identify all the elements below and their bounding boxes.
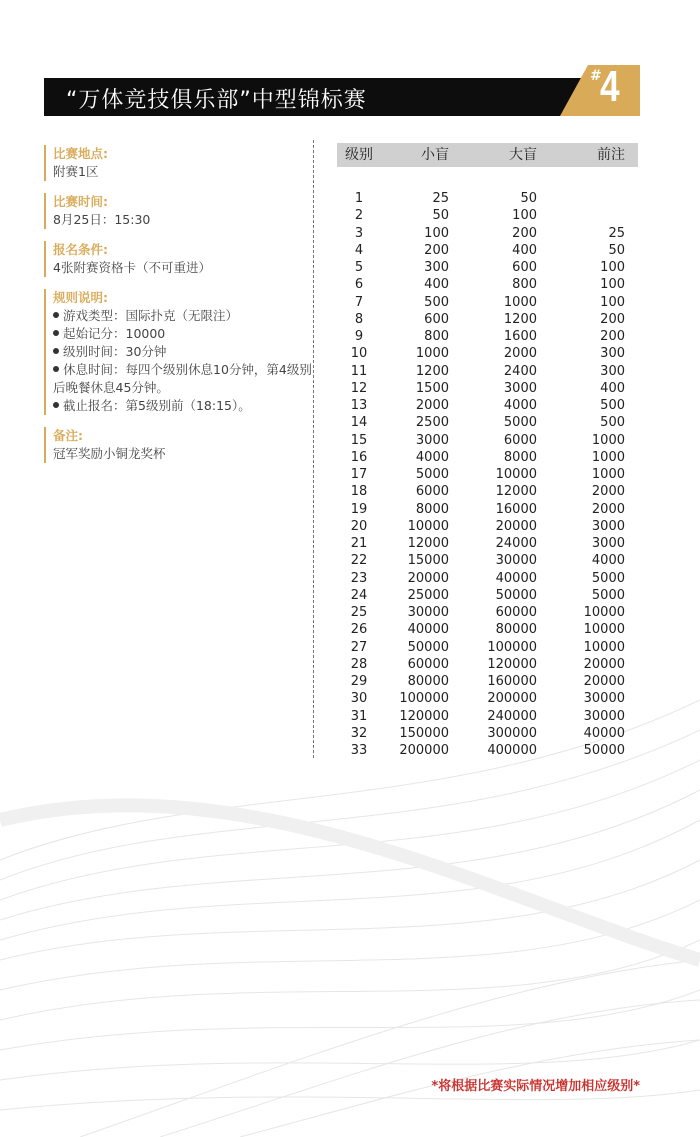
table-row [337,363,638,380]
table-row [337,570,638,587]
note-value: 冠军奖励小铜龙奖杯 [53,446,166,461]
cell-small-blind: 20000 [407,570,449,586]
rule-item: 休息时间：每四个级别休息10分钟，第4级别后晚餐休息45分钟。 [53,362,312,395]
cell-small-blind: 1200 [415,363,449,379]
table-row [337,656,638,673]
cell-big-blind: 16000 [495,501,537,517]
cell-small-blind: 10000 [407,518,449,534]
cell-ante: 4000 [591,553,625,569]
cell-level: 10 [350,346,368,362]
footnote: *将根据比赛实际情况增加相应级别* [431,1079,640,1094]
table-row [337,276,638,293]
cell-ante: 10000 [583,605,625,620]
cell-level: 29 [350,674,368,689]
table-row [337,449,638,466]
cell-ante: 10000 [583,622,625,638]
cell-big-blind: 3000 [503,380,537,396]
rules-section [44,289,312,415]
cell-big-blind: 1000 [503,294,537,310]
cell-small-blind: 12000 [407,536,449,551]
table-body [337,190,638,759]
cell-level: 32 [350,725,368,741]
note-section [44,427,312,463]
cell-level: 9 [354,329,364,344]
cell-ante: 5000 [591,587,625,603]
cell-small-blind: 50 [432,208,449,224]
cell-big-blind: 40000 [495,570,537,586]
cell-big-blind: 10000 [495,467,537,482]
cell-small-blind: 100000 [399,691,449,707]
cell-ante: 5000 [591,570,625,586]
cell-ante: 500 [600,415,625,431]
table-row [337,414,638,431]
cell-small-blind: 6000 [415,484,449,500]
cell-level: 11 [350,363,368,379]
badge-number: 4 [600,62,620,111]
time-value: 8月25日：15:30 [53,212,151,227]
note-label: 备注: [53,428,83,443]
column-divider [313,140,314,758]
cell-big-blind: 200000 [487,691,537,707]
table-row [337,397,638,414]
cell-ante: 200 [600,329,625,344]
table-row [337,501,638,518]
cell-small-blind: 25000 [407,587,449,603]
cell-big-blind: 300000 [487,725,537,741]
cell-small-blind: 2500 [415,415,449,431]
cell-level: 16 [350,449,368,465]
cell-ante: 1000 [591,467,625,482]
cell-level: 19 [350,501,368,517]
cell-level: 22 [350,553,368,569]
cell-level: 20 [350,518,368,534]
badge-hash: # [590,68,602,84]
cell-ante: 3000 [591,518,625,534]
cell-ante: 3000 [591,536,625,551]
cell-ante: 20000 [583,674,625,689]
cell-level: 12 [350,380,368,396]
bullet-icon [53,312,59,318]
table-row [337,432,638,449]
cell-small-blind: 200 [424,242,449,258]
cell-big-blind: 12000 [495,484,537,500]
cell-small-blind: 800 [424,329,449,344]
cell-small-blind: 200000 [399,743,449,758]
tournament-info [44,145,312,475]
cell-big-blind: 400000 [487,743,537,758]
cell-ante: 50 [608,242,625,258]
entry-value: 4张附赛资格卡（不可重进） [53,260,211,275]
rules-label: 规则说明: [53,290,108,305]
table-row [337,259,638,276]
cell-big-blind: 4000 [503,398,537,413]
cell-level: 7 [354,294,364,310]
cell-small-blind: 1000 [415,346,449,362]
page-title: “万体竞技俱乐部”中型锦标赛 [66,88,367,113]
entry-section [44,241,312,277]
table-row [337,518,638,535]
table-row [337,311,638,328]
cell-level: 31 [350,708,368,724]
table-row [337,725,638,742]
time-label: 比赛时间: [53,194,108,209]
table-row [337,328,638,345]
table-row [337,639,638,656]
cell-level: 3 [354,225,364,241]
cell-level: 2 [354,208,364,224]
cell-small-blind: 2000 [415,398,449,413]
cell-small-blind: 4000 [415,449,449,465]
cell-small-blind: 15000 [407,553,449,569]
table-row [337,225,638,242]
table-row [337,690,638,707]
table-row [337,380,638,397]
cell-ante: 500 [600,398,625,413]
cell-level: 15 [350,432,368,448]
cell-small-blind: 80000 [407,674,449,689]
cell-level: 14 [350,415,368,431]
table-header [337,143,638,167]
table-row [337,207,638,224]
cell-ante: 200 [600,311,625,327]
cell-small-blind: 30000 [407,605,449,620]
cell-big-blind: 1600 [503,329,537,344]
cell-ante: 20000 [583,656,625,672]
cell-big-blind: 20000 [495,518,537,534]
bullet-icon [53,348,59,354]
cell-level: 27 [350,639,368,655]
bullet-icon [53,366,59,372]
cell-ante: 300 [600,363,625,379]
cell-big-blind: 80000 [495,622,537,638]
cell-small-blind: 8000 [415,501,449,517]
cell-big-blind: 160000 [487,674,537,689]
cell-ante: 1000 [591,432,625,448]
table-row [337,621,638,638]
table-row [337,587,638,604]
table-row [337,294,638,311]
table-row [337,190,638,207]
cell-big-blind: 50 [520,191,537,206]
cell-level: 26 [350,622,368,638]
cell-big-blind: 800 [512,277,537,293]
cell-small-blind: 600 [424,311,449,327]
cell-ante: 30000 [583,691,625,707]
cell-big-blind: 100 [512,208,537,224]
cell-small-blind: 50000 [407,639,449,655]
cell-big-blind: 200 [512,225,537,241]
cell-ante: 400 [600,380,625,396]
rule-item: 截止报名：第5级别前（18:15）。 [53,397,312,415]
location-label: 比赛地点: [53,146,108,161]
table-row [337,345,638,362]
cell-ante: 2000 [591,501,625,517]
cell-big-blind: 1200 [503,311,537,327]
cell-level: 25 [350,605,368,620]
cell-small-blind: 5000 [415,467,449,482]
cell-ante: 100 [600,294,625,310]
cell-level: 28 [350,656,368,672]
cell-big-blind: 2000 [503,346,537,362]
cell-level: 17 [350,467,368,482]
cell-small-blind: 500 [424,294,449,310]
rule-item: 级别时间：30分钟 [53,343,312,361]
cell-big-blind: 400 [512,242,537,258]
table-row [337,552,638,569]
cell-big-blind: 2400 [503,363,537,379]
cell-small-blind: 40000 [407,622,449,638]
table-row [337,483,638,500]
rule-item: 游戏类型：国际扑克（无限注） [53,307,312,325]
cell-small-blind: 25 [432,191,449,206]
cell-small-blind: 150000 [399,725,449,741]
cell-level: 5 [354,260,364,275]
rule-item: 起始记分：10000 [53,325,312,343]
table-row [337,708,638,725]
cell-level: 24 [350,587,368,603]
cell-small-blind: 400 [424,277,449,293]
cell-ante: 1000 [591,449,625,465]
cell-big-blind: 240000 [487,708,537,724]
cell-level: 21 [350,536,368,551]
table-row [337,673,638,690]
table-row [337,466,638,483]
table-row [337,604,638,621]
cell-big-blind: 24000 [495,536,537,551]
cell-level: 13 [350,398,368,413]
bullet-icon [53,402,59,408]
title-bar [44,78,588,116]
cell-big-blind: 8000 [503,449,537,465]
cell-ante: 30000 [583,708,625,724]
table-row [337,242,638,259]
cell-ante: 50000 [583,743,625,758]
table-row [337,742,638,759]
cell-small-blind: 100 [424,225,449,241]
header-level: 级别 [345,147,373,163]
cell-big-blind: 50000 [495,587,537,603]
cell-level: 4 [354,242,364,258]
cell-small-blind: 120000 [399,708,449,724]
table-row [337,535,638,552]
cell-big-blind: 30000 [495,553,537,569]
cell-big-blind: 5000 [503,415,537,431]
cell-ante: 100 [600,277,625,293]
cell-level: 8 [354,311,364,327]
cell-big-blind: 600 [512,260,537,275]
cell-level: 23 [350,570,368,586]
cell-ante: 100 [600,260,625,275]
entry-label: 报名条件: [53,242,108,257]
header-small-blind: 小盲 [421,147,449,163]
tournament-number-badge [560,62,640,116]
cell-big-blind: 60000 [495,605,537,620]
cell-level: 6 [354,277,364,293]
cell-ante: 300 [600,346,625,362]
cell-big-blind: 100000 [487,639,537,655]
cell-big-blind: 120000 [487,656,537,672]
cell-ante: 2000 [591,484,625,500]
cell-small-blind: 60000 [407,656,449,672]
cell-ante: 25 [608,225,625,241]
time-section [44,193,312,229]
header-ante: 前注 [597,147,625,163]
cell-level: 30 [350,691,368,707]
location-section [44,145,312,181]
cell-ante: 10000 [583,639,625,655]
cell-ante: 40000 [583,725,625,741]
cell-level: 18 [350,484,368,500]
cell-level: 33 [350,743,368,758]
bullet-icon [53,330,59,336]
cell-small-blind: 3000 [415,432,449,448]
blind-structure-table [337,143,638,759]
cell-level: 1 [354,191,364,206]
cell-small-blind: 300 [424,260,449,275]
cell-small-blind: 1500 [415,380,449,396]
header-big-blind: 大盲 [509,147,537,163]
cell-big-blind: 6000 [503,432,537,448]
location-value: 附赛1区 [53,164,99,179]
